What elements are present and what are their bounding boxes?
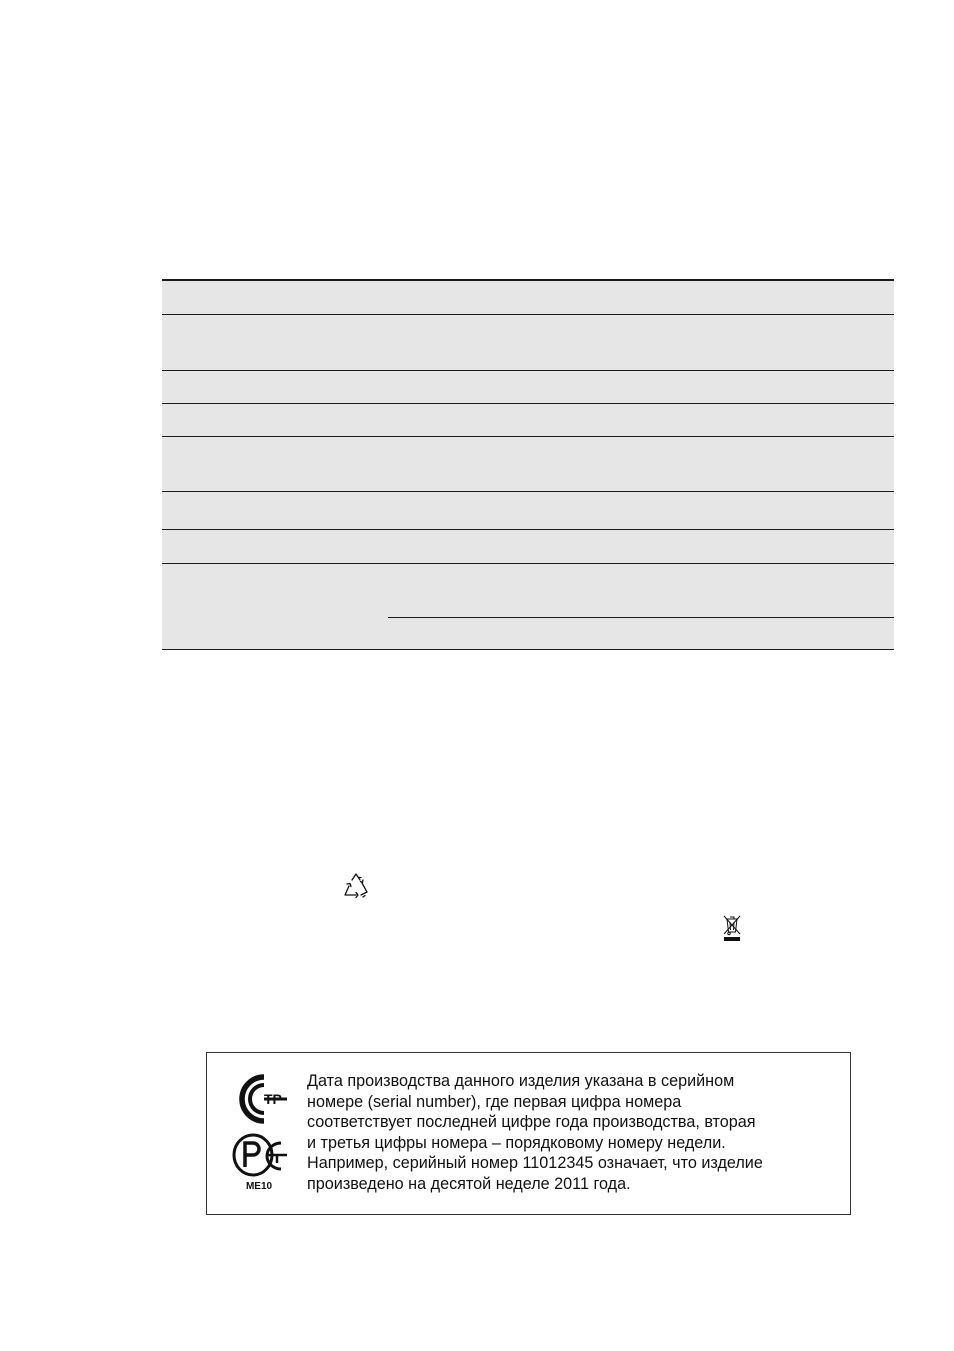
crossed-out-wheelie-bin-icon [721, 913, 743, 943]
production-date-note [307, 1071, 837, 1195]
table-label-cell [162, 564, 388, 649]
table-label-cell [162, 404, 388, 436]
table-value-cell [388, 315, 894, 370]
table-value-cell [388, 437, 894, 491]
certification-code: ME10 [245, 1181, 273, 1192]
svg-text:ТР: ТР [264, 1091, 282, 1107]
note-line: номере (serial number), где первая цифра номера [307, 1092, 682, 1111]
note-line: соответствует последней цифре года производства, вторая [307, 1113, 756, 1132]
table-label-cell [162, 530, 388, 563]
table-row [162, 437, 894, 492]
specification-table [162, 279, 894, 650]
table-row [162, 315, 894, 371]
table-row-split [162, 564, 894, 650]
table-row [162, 530, 894, 564]
table-value-cell [388, 371, 894, 403]
table-value-cell [388, 492, 894, 529]
table-row [162, 281, 894, 315]
certification-box [206, 1052, 851, 1215]
eac-conformity-mark-icon [231, 1071, 291, 1127]
recycle-icon [341, 871, 371, 901]
rst-certification-mark-icon [231, 1131, 291, 1181]
note-line: Дата производства данного изделия указана в серийном [307, 1072, 735, 1090]
table-label-cell [162, 437, 388, 491]
table-label-cell [162, 315, 388, 370]
table-value-cell [388, 281, 894, 314]
table-label-cell [162, 492, 388, 529]
table-value-cell [388, 404, 894, 436]
table-row [162, 404, 894, 437]
table-value-subcell [388, 618, 894, 649]
note-line: произведено на десятой неделе 2011 года. [307, 1174, 631, 1193]
table-value-cell [388, 530, 894, 563]
table-row [162, 371, 894, 404]
table-row [162, 492, 894, 530]
note-line: и третья цифры номера – порядковому номеру недели. [307, 1133, 726, 1152]
table-label-cell [162, 281, 388, 314]
table-label-cell [162, 371, 388, 403]
table-value-subcell [388, 564, 894, 618]
note-line: Например, серийный номер 11012345 означает, что изделие [307, 1154, 763, 1173]
